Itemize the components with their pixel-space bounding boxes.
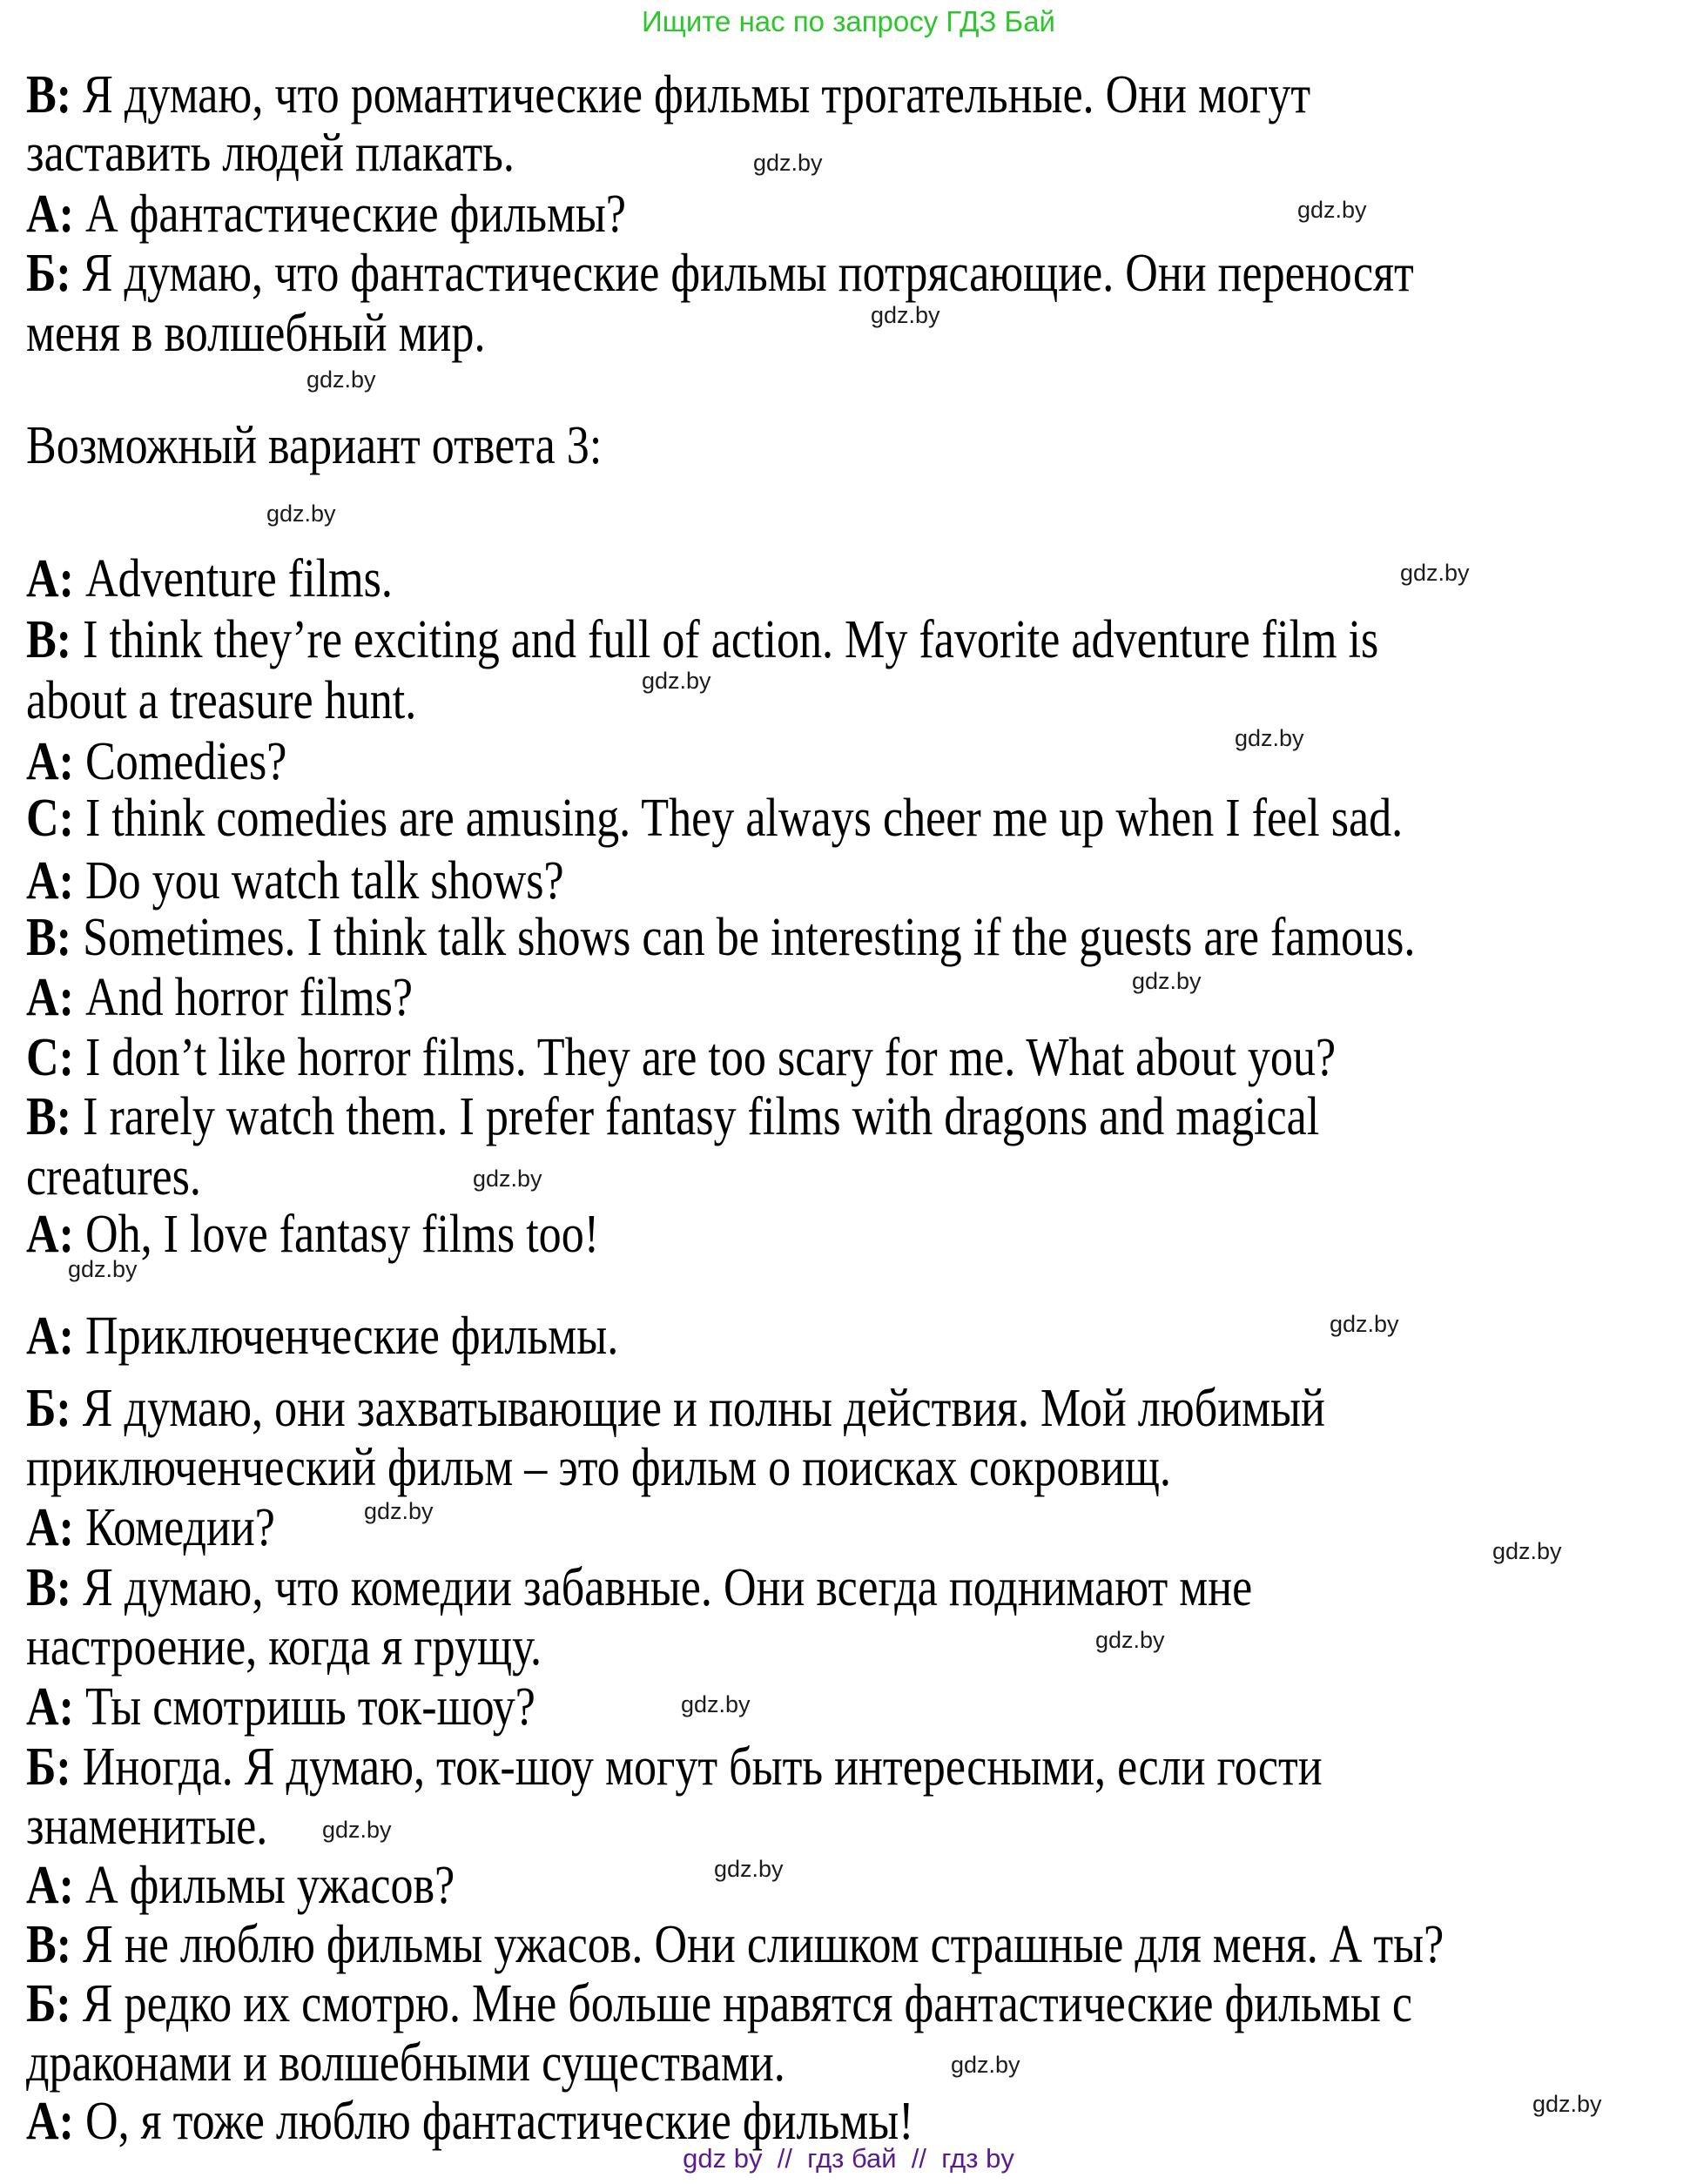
dialog-line-text: Б: Я думаю, они захватывающие и полны действия. Мой любимый: [26, 1379, 1325, 1438]
watermark-text: gdz.by: [1132, 968, 1202, 994]
dialog-line: [26, 1028, 1586, 1087]
watermark-text: gdz.by: [1532, 2091, 1602, 2117]
dialog-line-text: А: А фильмы ужасов?: [26, 1856, 455, 1915]
dialog-line: [26, 671, 491, 730]
dialog-line: [26, 2033, 930, 2093]
watermark-text: gdz.by: [681, 1691, 751, 1717]
speaker-label: В:: [26, 65, 84, 124]
speaker-label: A:: [26, 549, 85, 608]
dialog-line: [26, 2092, 1083, 2151]
speaker-label: А:: [26, 1856, 85, 1915]
dialog-line-text: В: Я не люблю фильмы ужасов. Они слишком страшные для меня. А ты?: [26, 1915, 1444, 1974]
dialog-line-text: драконами и волшебными существами.: [26, 2033, 785, 2093]
dialog-line-text: A: Comedies?: [26, 732, 287, 791]
dialog-line-text: Б: Иногда. Я думаю, ток-шоу могут быть интересными, если гости: [26, 1737, 1323, 1797]
speaker-label: Б:: [26, 1737, 83, 1797]
dialog-line-text: знаменитые.: [26, 1797, 268, 1856]
speaker-label: B:: [26, 908, 84, 967]
watermark-text: gdz.by: [473, 1166, 542, 1192]
dialog-line-text: C: I think comedies are amusing. They always cheer me up when I feel sad.: [26, 789, 1404, 848]
dialog-line-text: А: А фантастические фильмы?: [26, 185, 627, 244]
dialog-line-text: заставить людей плакать.: [26, 124, 515, 183]
speaker-label: A:: [26, 732, 85, 791]
dialog-line: [26, 968, 487, 1027]
dialog-line: [26, 304, 573, 363]
watermark-text: gdz.by: [753, 150, 823, 176]
dialog-line-text: Б: Я редко их смотрю. Мне больше нравятся фантастические фильмы с: [26, 1974, 1412, 2033]
speaker-label: В:: [26, 1558, 84, 1617]
dialog-line: [26, 65, 1555, 124]
dialog-line: [26, 908, 1680, 967]
dialog-line: [26, 1438, 1389, 1497]
dialog-line-text: A: Do you watch talk shows?: [26, 851, 564, 911]
dialog-line-text: B: I think they’re exciting and full of action. My favorite adventure film is: [26, 610, 1379, 669]
dialog-line-text: about a treasure hunt.: [26, 671, 417, 730]
watermark-text: gdz.by: [68, 1256, 138, 1282]
speaker-label: А:: [26, 2092, 85, 2151]
watermark-text: gdz.by: [714, 1856, 784, 1882]
dialog-line-text: B: Sometimes. I think talk shows can be interesting if the guests are famous.: [26, 908, 1416, 967]
dialog-line: [26, 1617, 640, 1677]
dialog-line: [26, 1498, 322, 1557]
speaker-label: C:: [26, 1028, 85, 1087]
dialog-line-text: В: Я думаю, что романтические фильмы трогательные. Они могут: [26, 65, 1311, 124]
dialog-line-text: creatures.: [26, 1147, 201, 1206]
speaker-label: A:: [26, 851, 85, 911]
dialog-line-text: меня в волшебный мир.: [26, 304, 486, 363]
speaker-label: Б:: [26, 1974, 83, 2033]
dialog-line: [26, 1737, 1569, 1797]
dialog-line-text: C: I don’t like horror films. They are too scary for me. What about you?: [26, 1028, 1337, 1087]
dialog-line-text: В: Я думаю, что комедии забавные. Они всегда поднимают мне: [26, 1558, 1253, 1617]
dialog-line: [26, 1205, 708, 1264]
dialog-line-text: Б: Я думаю, что фантастические фильмы потрясающие. Они переносят: [26, 244, 1414, 303]
watermark-text: gdz.by: [322, 1817, 392, 1843]
speaker-label: А:: [26, 1677, 85, 1737]
dialog-line: [26, 610, 1636, 669]
dialog-line: [26, 851, 666, 911]
dialog-line: [26, 244, 1678, 303]
speaker-label: B:: [26, 610, 84, 669]
watermark-text: gdz.by: [1235, 725, 1304, 751]
dialog-line: [26, 1856, 536, 1915]
speaker-label: Б:: [26, 1379, 83, 1438]
watermark-text: gdz.by: [1400, 560, 1470, 586]
watermark-text: gdz.by: [306, 366, 376, 393]
dialog-line: [26, 1915, 1697, 1974]
dialog-line-text: приключенческий фильм – это фильм о поисках сокровищ.: [26, 1438, 1171, 1497]
dialog-line-text: А: Комедии?: [26, 1498, 275, 1557]
dialog-line-text: B: I rarely watch them. I prefer fantasy films with dragons and magical: [26, 1087, 1320, 1146]
dialog-line: [26, 1087, 1566, 1146]
dialog-line-text: A: And horror films?: [26, 968, 414, 1027]
speaker-label: А:: [26, 1307, 85, 1366]
dialog-line: [26, 1797, 313, 1856]
speaker-label: Б:: [26, 244, 83, 303]
dialog-line-text: настроение, когда я грущу.: [26, 1617, 542, 1677]
watermark-text: gdz.by: [642, 668, 711, 694]
watermark-text: gdz.by: [1297, 197, 1367, 223]
watermark-text: gdz.by: [364, 1498, 434, 1524]
dialog-line: [26, 1558, 1485, 1617]
speaker-label: А:: [26, 1498, 85, 1557]
speaker-label: В:: [26, 1915, 84, 1974]
watermark-text: gdz.by: [266, 501, 336, 527]
dialog-line: [26, 1974, 1676, 2033]
watermark-text: gdz.by: [871, 302, 940, 328]
dialog-line: [26, 416, 711, 475]
dialog-line: [26, 1307, 731, 1366]
watermark-text: gdz.by: [951, 2052, 1020, 2078]
speaker-label: B:: [26, 1087, 84, 1146]
watermark-text: gdz.by: [1095, 1627, 1165, 1653]
dialog-line-text: А: Ты смотришь ток-шоу?: [26, 1677, 535, 1737]
watermark-text: gdz.by: [1330, 1311, 1399, 1337]
dialog-line: [26, 1147, 234, 1206]
dialog-line: [26, 732, 336, 791]
speaker-label: A:: [26, 968, 85, 1027]
speaker-label: A:: [26, 1205, 85, 1264]
speaker-label: C:: [26, 789, 85, 848]
dialog-line: [26, 185, 740, 244]
dialog-line: [26, 1379, 1572, 1438]
dialog-line-text: Возможный вариант ответа 3:: [26, 416, 603, 475]
dialog-line-text: А: Приключенческие фильмы.: [26, 1307, 619, 1366]
dialog-line-text: A: Oh, I love fantasy films too!: [26, 1205, 600, 1264]
dialog-line: [26, 549, 462, 608]
speaker-label: А:: [26, 185, 85, 244]
dialog-line-text: А: О, я тоже люблю фантастические фильмы!: [26, 2092, 914, 2151]
watermark-text: gdz.by: [1492, 1538, 1562, 1564]
promo-header: Ищите нас по запросу ГДЗ Бай: [642, 5, 1055, 37]
dialog-line: [26, 789, 1665, 848]
dialog-line-text: A: Adventure films.: [26, 549, 393, 608]
dialog-line: [26, 1677, 632, 1737]
footer-watermark: gdz by // гдз бай // гдз by: [683, 2143, 1014, 2174]
dialog-line: [26, 124, 608, 183]
